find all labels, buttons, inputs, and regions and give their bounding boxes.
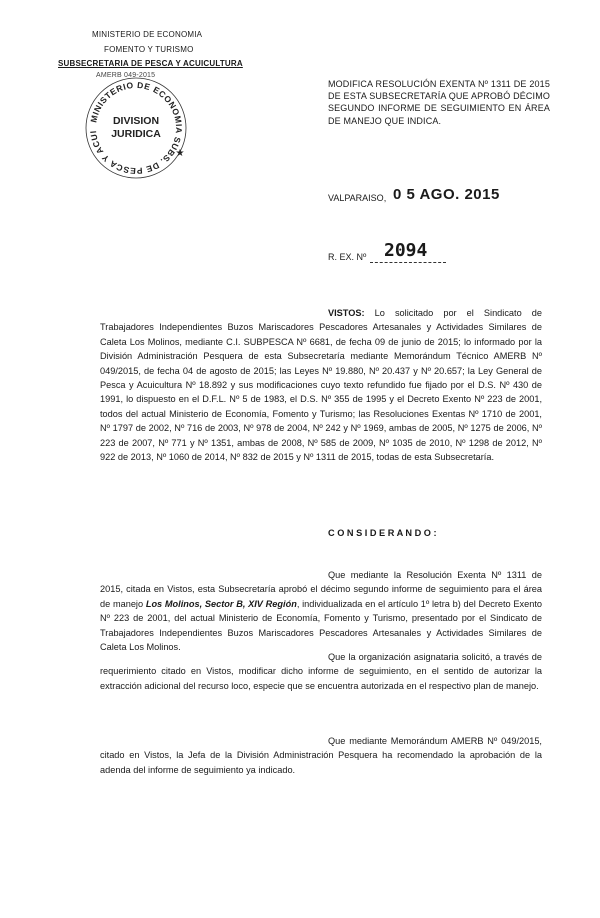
vistos-text: Lo solicitado por el Sindicato de Trabajadores Independientes Buzos Mariscadores Pescadores Artesanales y Actividades Similares de Caleta Los Molinos, mediante C.I. SUBPESCA Nº 6681, de fecha 09 de junio de 2015; lo informado por la División Administración Pesquera de esta Subsecretaría mediante Memorándum Técnico AMERB Nº 049/2015, de fecha 04 de agosto de 2015; las Leyes Nº 19.880, Nº 20.437 y Nº 20.657; la Ley General de Pesca y Acuicultura Nº 18.892 y sus modificaciones cuyo texto refundido fue fijado por el D.S. Nº 430 de 1991, lo dispuesto en el D.F.L. Nº 5 de 1983, el D.S. Nº 355 de 1995 y el Decreto Exento Nº 223 de 2001, todos del actual Ministerio de Economía, Fomento y Turismo; las Resoluciones Exentas Nº 1710 de 2001, Nº 1797 de 2002, Nº 716 de 2003, Nº 978 de 2004, Nº 242 y Nº 1969, ambas de 2005, Nº 1275 de 2006, Nº 223 de 2007, Nº 771 y Nº 1351, ambas de 2008, Nº 585 de 2009, Nº 1035 de 2010, Nº 1298 de 2012, Nº 922 de 2013, Nº 1060 de 2014, Nº 832 de 2015 y Nº 1311 de 2015, todas de esta Subsecretaría. (100, 308, 542, 463)
considerando-1-area: Los Molinos, Sector B, XIV Región (145, 598, 297, 609)
considerando-1-pre: Que mediante la Resolución Exenta Nº 1311 de 2015, citada en Vistos, esta Subsecretaría aprobó el décimo segundo informe de seguimiento para el área de manejo (100, 570, 542, 609)
stamp-line-juridica: JURIDICA (111, 128, 161, 140)
division-juridica-stamp (80, 72, 192, 184)
stamp-star-icon: ★ (175, 148, 185, 159)
reference-code: AMERB 049-2015 (96, 72, 156, 79)
stamp-ring-text: MINISTERIO DE ECONOMIA SUBS. DE PESCA Y ACUI (88, 79, 185, 177)
place-label: VALPARAISO, (328, 193, 387, 203)
considerando-1 (100, 568, 542, 654)
resolution-number-line (370, 262, 446, 263)
vistos-label: VISTOS: (328, 308, 365, 318)
vistos-paragraph (100, 306, 542, 464)
ministry-subtitle: FOMENTO Y TURISMO (104, 45, 194, 54)
resolution-title: MODIFICA RESOLUCIÓN EXENTA Nº 1311 DE 2015 DE ESTA SUBSECRETARÍA QUE APROBÓ DÉCIMO SEGUNDO INFORME DE SEGUIMIENTO EN ÁREA DE MANEJO QUE INDICA. (328, 79, 550, 126)
considerando-heading: C O N S I D E R A N D O : (328, 528, 437, 538)
date-stamp: 0 5 AGO. 2015 (393, 186, 500, 203)
stamp-seal-icon (80, 72, 192, 184)
resolution-number-label: R. EX. Nº (328, 252, 367, 262)
resolution-number: 2094 (384, 240, 428, 261)
ministry-name: MINISTERIO DE ECONOMIA (92, 30, 203, 39)
stamp-line-division: DIVISION (112, 115, 160, 127)
considerando-1-post: , individualizada en el artículo 1º letra b) del Decreto Exento Nº 223 de 2001, del actual Ministerio de Economía, Fomento y Turismo, presentado por el Sindicato de Trabajadores Independientes Buzos Mariscadores Pescadores Artesanales y Actividades Similares de Caleta Los Molinos. (100, 598, 543, 653)
considerando-2: Que la organización asignataria solicitó, a través de requerimiento citado en Vistos, modificar dicho informe de seguimiento, en el sentido de autorizar la extracción adicional del recurso loco, especie que se encuentra autorizada en el respectivo plan de manejo. (100, 652, 542, 691)
subsecretaria-name: SUBSECRETARIA DE PESCA Y ACUICULTURA (58, 59, 243, 68)
considerando-3: Que mediante Memorándum AMERB Nº 049/2015, citado en Vistos, la Jefa de la División Administración Pesquera ha recomendado la aprobación de la adenda del informe de seguimiento ya indicado. (100, 736, 542, 775)
